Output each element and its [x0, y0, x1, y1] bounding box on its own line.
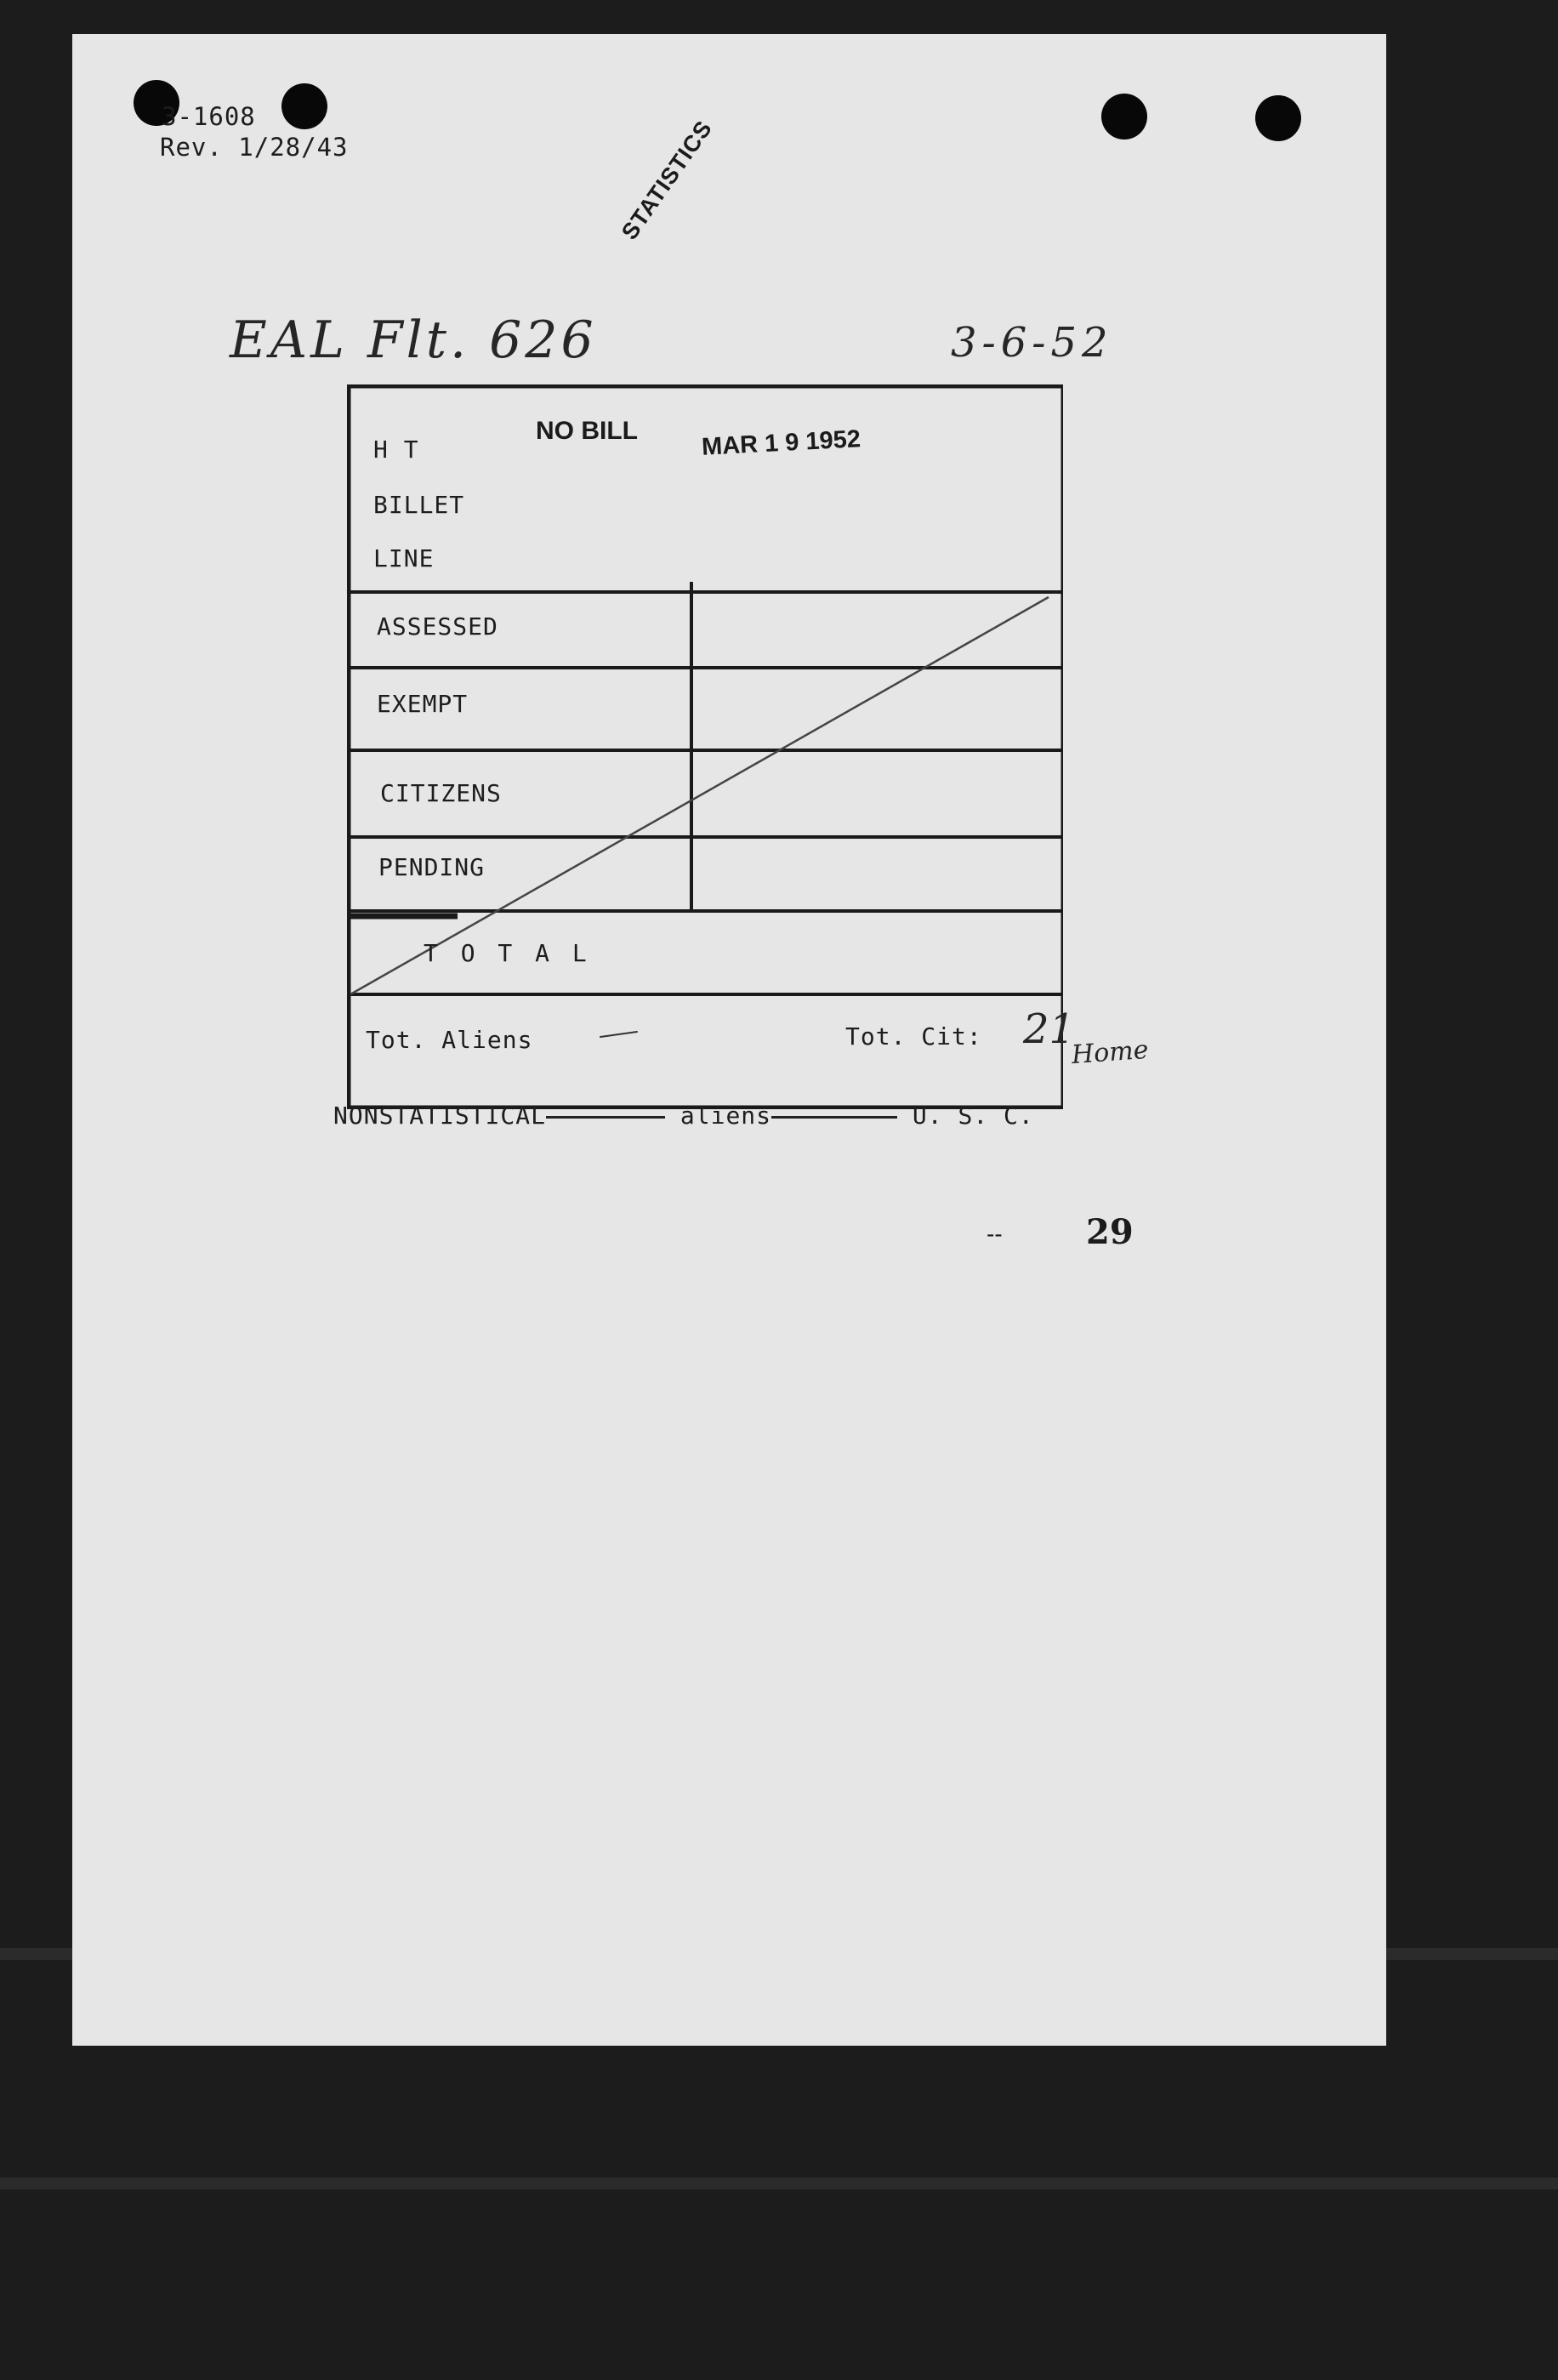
nonstatistical-line: [333, 1102, 1034, 1130]
punch-hole: [281, 83, 327, 129]
total-label: T O T A L: [424, 939, 591, 967]
handwritten-citizens-total: 21: [1023, 1005, 1076, 1053]
form-number: 3-1608: [162, 102, 256, 131]
row-label-assessed: ASSESSED: [377, 612, 498, 641]
usc-label: U. S. C.: [912, 1102, 1034, 1130]
form-revision: Rev. 1/28/43: [160, 133, 349, 162]
page-dash: --: [987, 1221, 1003, 1247]
page-number: 29: [1086, 1212, 1134, 1252]
header-line-ht: H T: [373, 436, 419, 464]
received-date-stamp: MAR 1 9 1952: [701, 425, 861, 461]
header-line-billet: BILLET: [373, 491, 465, 519]
row-label-pending: PENDING: [378, 853, 486, 881]
nonstatistical-blank: [546, 1116, 665, 1119]
statistics-stamp: STATISTICS: [617, 116, 718, 245]
row-label-exempt: EXEMPT: [377, 690, 469, 718]
aliens-blank: [771, 1116, 897, 1119]
header-line-line: LINE: [373, 544, 435, 572]
handwritten-flight: EAL Flt. 626: [230, 310, 597, 370]
statistics-form-table: [347, 384, 1076, 1109]
handwritten-note: Home: [1070, 1034, 1150, 1071]
row-label-citizens: CITIZENS: [380, 779, 502, 807]
aliens-label: aliens: [679, 1102, 772, 1130]
document-page: [72, 34, 1386, 2046]
tot-cit-label: Tot. Cit:: [845, 1022, 982, 1051]
nonstatistical-label: NONSTATISTICAL: [333, 1102, 547, 1130]
tot-aliens-label: Tot. Aliens: [366, 1026, 533, 1054]
no-bill-stamp: NO BILL: [536, 417, 638, 445]
punch-hole: [1255, 95, 1301, 141]
film-band: [0, 2178, 1558, 2189]
punch-hole: [1101, 94, 1147, 139]
handwritten-date: 3-6-52: [951, 319, 1113, 367]
